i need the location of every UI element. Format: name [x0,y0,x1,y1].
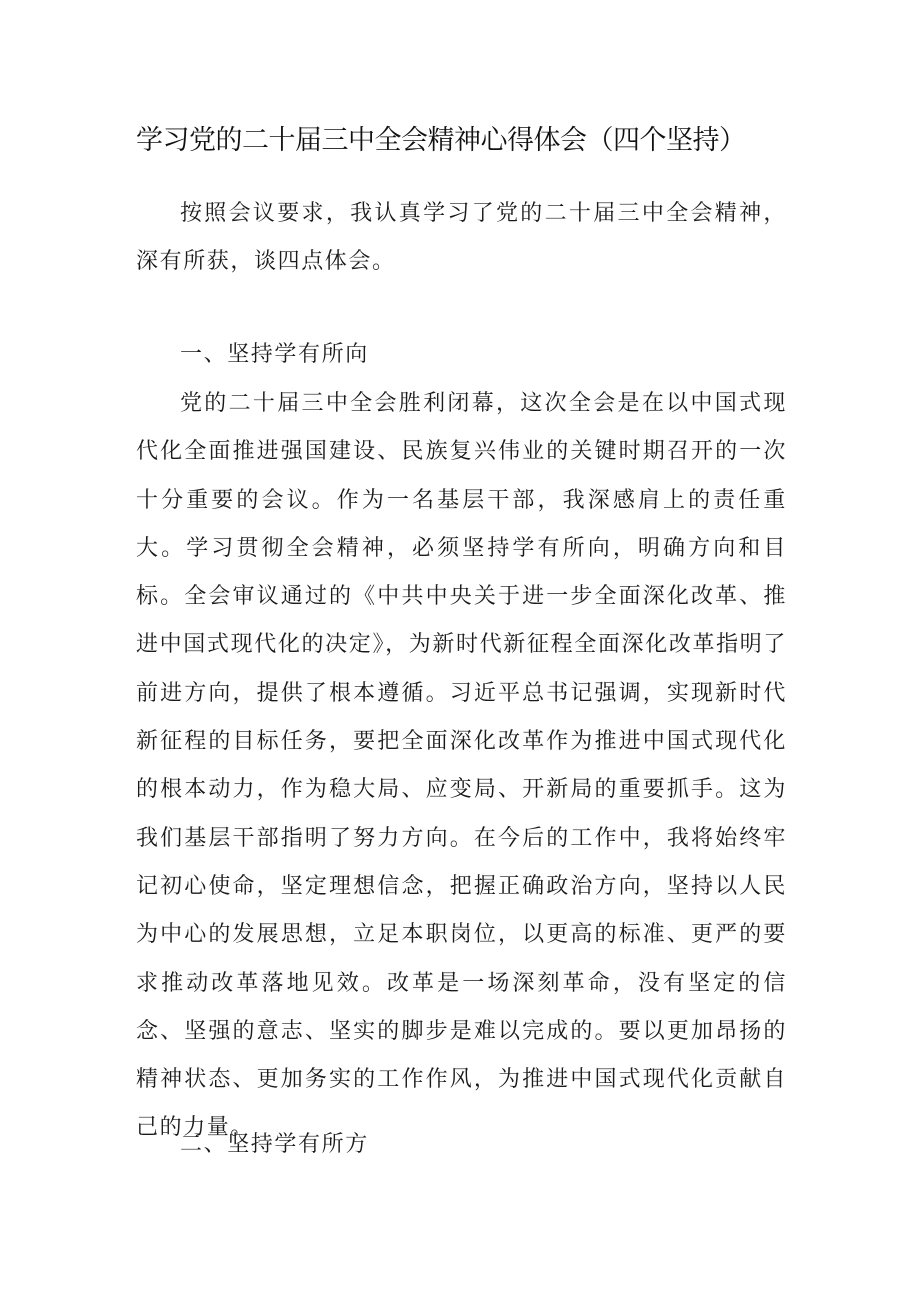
section-heading-1: 一、坚持学有所向 [180,342,369,367]
intro-paragraph: 按照会议要求，我认真学习了党的二十届三中全会精神，深有所获，谈四点体会。 [136,201,787,275]
document-title: 学习党的二十届三中全会精神心得体会（四个坚持） [136,125,746,156]
section-heading-2: 二、坚持学有所方 [180,1132,369,1157]
section-body-1: 党的二十届三中全会胜利闭幕，这次全会是在以中国式现代化全面推进强国建设、民族复兴伟业的关键时期召开的一次十分重要的会议。作为一名基层干部，我深感肩上的责任重大。学习贯彻全会精神，必须坚持学有所向，明确方向和目标。全会审议通过的《中共中央关于进一步全面深化改革、推进中国式现代化的决定》，为新时代新征程全面深化改革指明了前进方向，提供了根本遵循。习近平总书记强调，实现新时代新征程的目标任务，要把全面深化改革作为推进中国式现代化的根本动力，作为稳大局、应变局、开新局的重要抓手。这为我们基层干部指明了努力方向。在今后的工作中，我将始终牢记初心使命，坚定理想信念，把握正确政治方向，坚持以人民为中心的发展思想，立足本职岗位，以更高的标准、更严的要求推动改革落地见效。改革是一场深刻革命，没有坚定的信念、坚强的意志、坚实的脚步是难以完成的。要以更加昂扬的精神状态、更加务实的工作作风，为推进中国式现代化贡献自己的力量。 [136,391,787,1141]
